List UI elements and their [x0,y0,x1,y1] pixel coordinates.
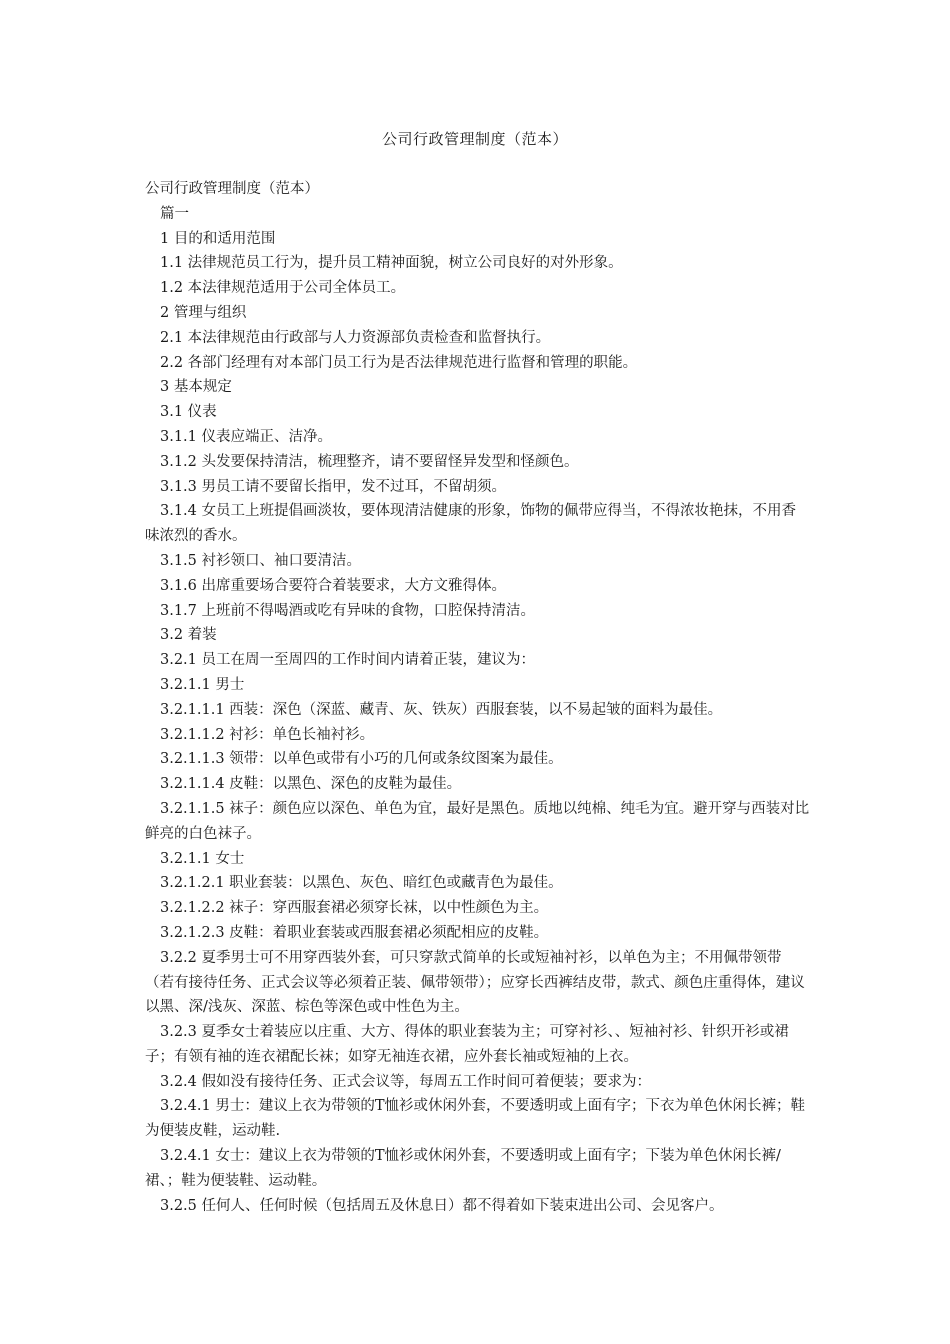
document-paragraph: 3.1.1 仪表应端正、洁净。 [160,428,333,445]
document-paragraph: 3.2.1.2.2 袜子：穿西服套裙必须穿长袜，以中性颜色为主。 [160,900,549,917]
document-heading: 公司行政管理制度（范本） [145,181,319,197]
document-paragraph: 2.2 各部门经理有对本部门员工行为是否法律规范进行监督和管理的职能。 [160,354,638,371]
document-paragraph: 3.2.1.2.3 皮鞋：着职业套装或西服套裙必须配相应的皮鞋。 [160,924,549,941]
document-paragraph: 1 目的和适用范围 [160,230,276,247]
document-paragraph: 3 基本规定 [160,379,232,396]
document-paragraph: 2.1 本法律规范由行政部与人力资源部负责检查和监督执行。 [160,329,551,346]
document-paragraph: 3.1 仪表 [160,404,217,421]
document-paragraph: 3.2.4.1 男士：建议上衣为带领的T恤衫或休闲外套，不要透明或上面有字；下衣为单色休闲长裤；鞋为便装皮鞋，运动鞋. [145,1098,806,1140]
document-paragraph: 3.1.7 上班前不得喝酒或吃有异味的食物，口腔保持清洁。 [160,602,536,619]
document-paragraph: 3.2.1 员工在周一至周四的工作时间内请着正装，建议为： [160,652,536,669]
document-paragraph: 3.2 着装 [160,627,217,644]
document-paragraph: 3.1.3 男员工请不要留长指甲，发不过耳，不留胡须。 [160,478,507,495]
document-paragraph: 3.2.2 夏季男士可不用穿西装外套，可只穿款式简单的长或短袖衬衫，以单色为主；不用佩带领带（若有接待任务、正式会议等必须着正装、佩带领带）；应穿长西裤结皮带，款式、颜色庄重得体，建议以黑、深/浅灰、深蓝、棕色等深色或中性色为主。 [145,949,805,1016]
document-paragraph: 3.2.1.1 男士 [160,676,245,693]
document-paragraph: 篇一 [160,205,189,222]
document-paragraph: 3.2.1.1.4 皮鞋：以黑色、深色的皮鞋为最佳。 [160,776,462,793]
document-paragraph: 3.2.1.1.1 西装：深色（深蓝、藏青、灰、铁灰）西服套装，以不易起皱的面料为最佳。 [160,701,723,718]
document-paragraph: 3.2.4 假如没有接待任务、正式会议等，每周五工作时间可着便装；要求为： [160,1073,652,1090]
document-paragraph: 3.2.1.1.5 袜子：颜色应以深色、单色为宜，最好是黑色。质地以纯棉、纯毛为宜。避开穿与西装对比鲜亮的白色袜子。 [145,800,810,842]
document-paragraph: 3.2.1.1.3 领带：以单色或带有小巧的几何或条纹图案为最佳。 [160,751,563,768]
document-paragraph: 3.1.6 出席重要场合要符合着装要求，大方文雅得体。 [160,577,507,594]
document-paragraph: 1.1 法律规范员工行为，提升员工精神面貌，树立公司良好的对外形象。 [160,255,623,272]
document-paragraph: 3.2.3 夏季女士着装应以庄重、大方、得体的职业套装为主；可穿衬衫、、短袖衬衫、针织开衫或裙子；有领有袖的连衣裙配长袜；如穿无袖连衣裙，应外套长袖或短袖的上衣。 [145,1024,789,1065]
document-paragraph: 3.1.5 衬衫领口、袖口要清洁。 [160,552,362,569]
document-paragraph: 3.1.2 头发要保持清洁，梳理整齐，请不要留怪异发型和怪颜色。 [160,453,579,470]
document-body [145,177,810,1218]
document-paragraph: 3.2.1.1.2 衬衫：单色长袖衬衫。 [160,726,375,743]
document-paragraph: 2 管理与组织 [160,304,247,321]
document-paragraph: 3.2.4.1 女士：建议上衣为带领的T恤衫或休闲外套，不要透明或上面有字；下装为单色休闲长裤/裙、；鞋为便装鞋、运动鞋。 [145,1148,781,1189]
document-paragraph: 1.2 本法律规范适用于公司全体员工。 [160,280,406,297]
document-paragraph: 3.2.1.2.1 职业套装：以黑色、灰色、暗红色或藏青色为最佳。 [160,875,563,892]
document-paragraph: 3.2.5 任何人、任何时候（包括周五及休息日）都不得着如下装束进出公司、会见客户。 [160,1197,724,1214]
document-title: 公司行政管理制度（范本） [381,130,568,148]
document-paragraph: 3.2.1.1 女士 [160,850,245,867]
document-paragraph: 3.1.4 女员工上班提倡画淡妆，要体现清洁健康的形象，饰物的佩带应得当，不得浓妆艳抹，不用香味浓烈的香水。 [145,503,796,545]
